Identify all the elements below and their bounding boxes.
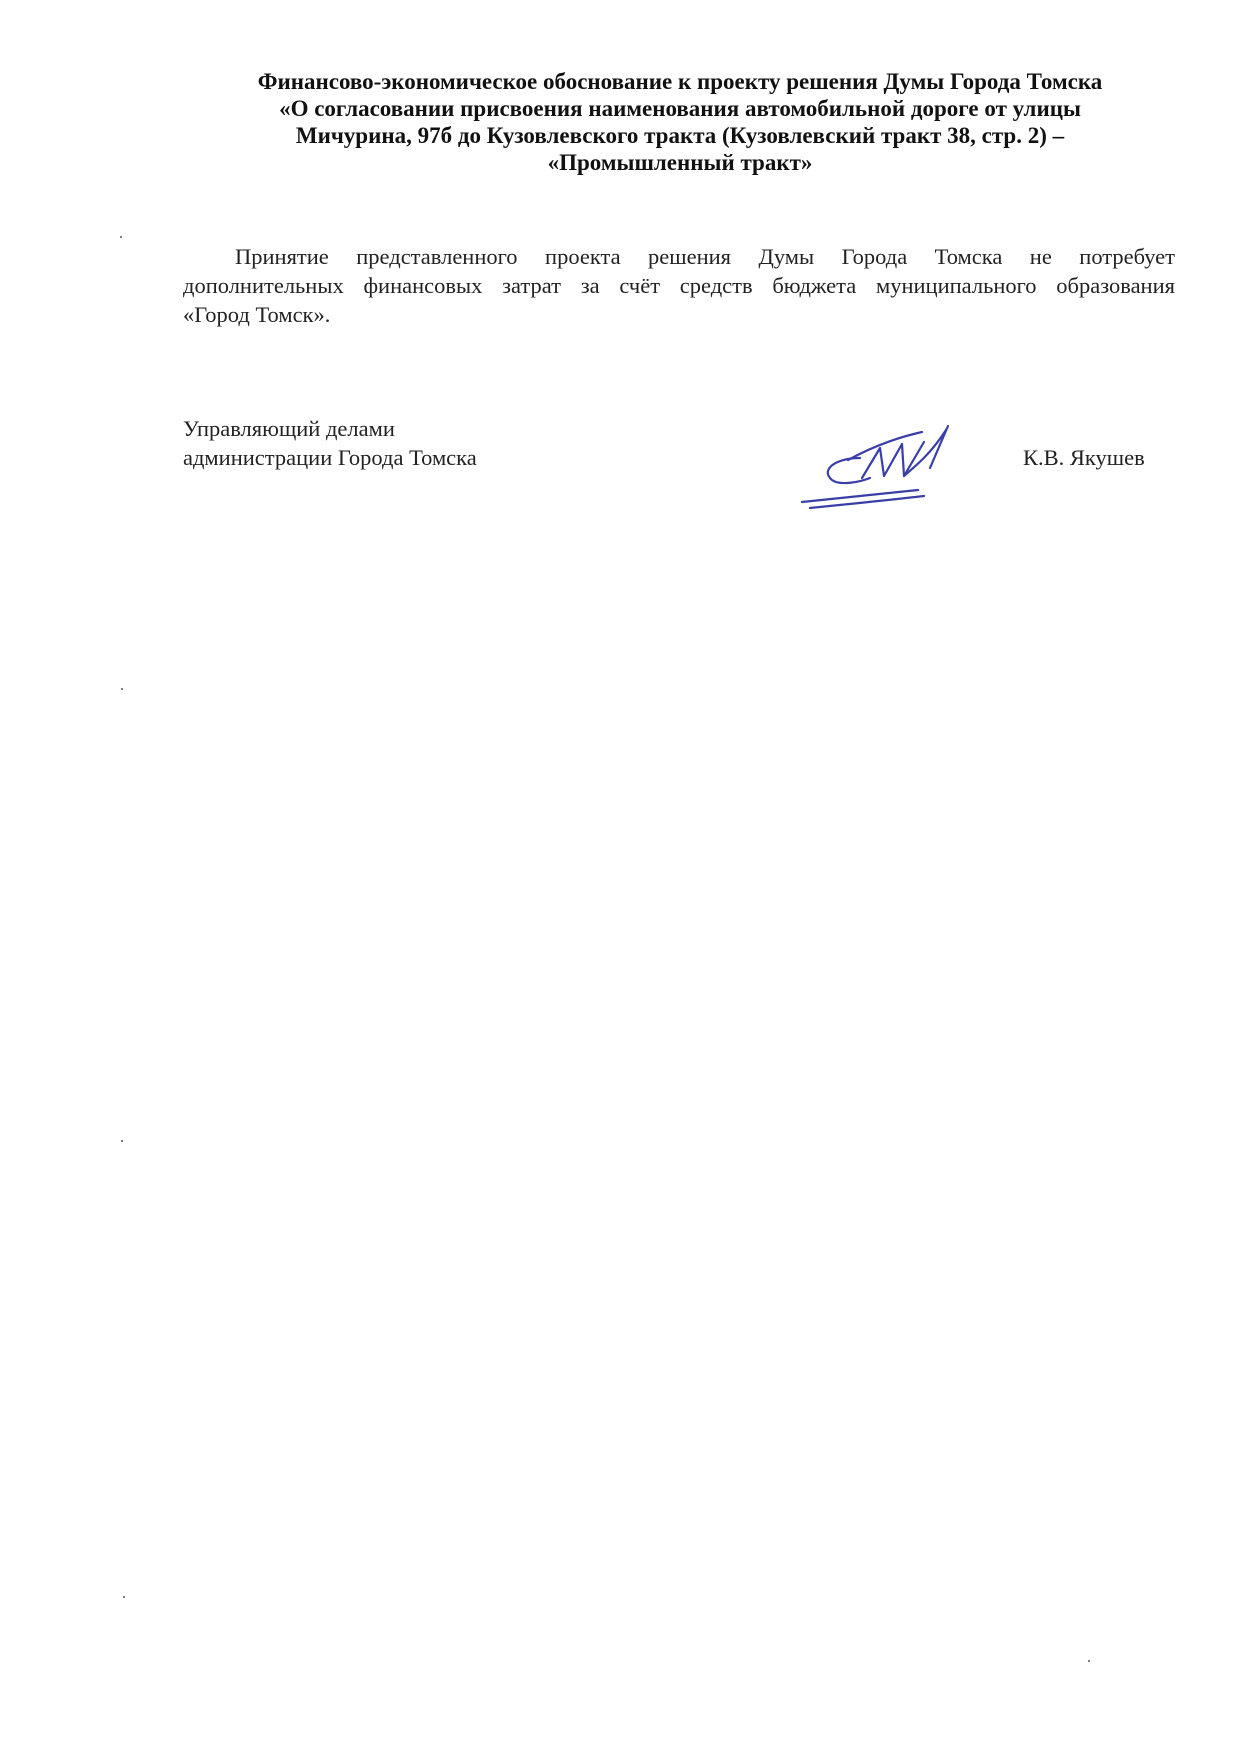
scan-speck [123, 1596, 125, 1598]
body-line-1: Принятие представленного проекта решения Думы Города Томска не потребует [235, 244, 1175, 269]
title-line-2: «О согласовании присвоения наименования автомобильной дороге от улицы [279, 96, 1081, 121]
title-line-4: «Промышленный тракт» [547, 150, 813, 175]
title-line-3: Мичурина, 97б до Кузовлевского тракта (Кузовлевский тракт 38, стр. 2) – [295, 123, 1065, 148]
handwritten-signature [800, 418, 1000, 514]
scan-speck [121, 1140, 123, 1142]
signer-name: К.В. Якушев [1023, 445, 1145, 470]
scan-speck [120, 236, 122, 238]
signer-position [183, 414, 477, 472]
body-line-3: «Город Томск». [183, 302, 331, 327]
title-line-1: Финансово-экономическое обоснование к проекту решения Думы Города Томска [257, 69, 1103, 94]
scan-speck [121, 688, 123, 690]
document-title [180, 68, 1180, 176]
signer-position-line-2: администрации Города Томска [183, 445, 477, 470]
signer-position-line-1: Управляющий делами [183, 416, 395, 441]
body-line-2: дополнительных финансовых затрат за счёт средств бюджета муниципального образования [183, 273, 1175, 298]
body-paragraph [183, 242, 1175, 329]
scan-speck [1088, 1660, 1090, 1662]
